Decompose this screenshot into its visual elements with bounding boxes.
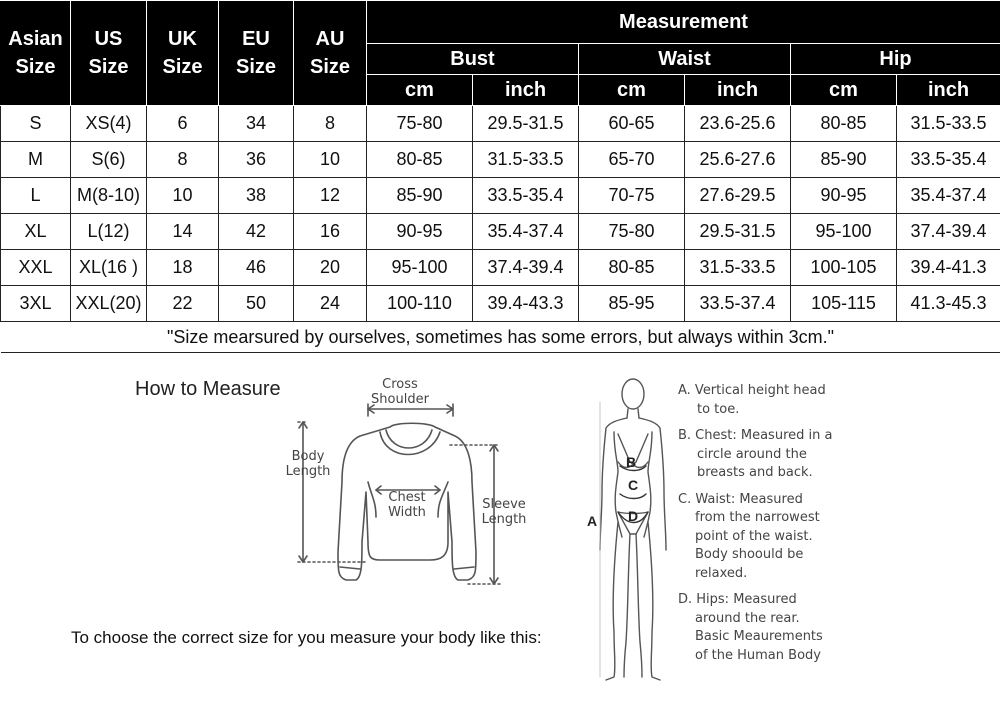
table-cell: XL: [1, 214, 71, 250]
table-cell: 85-90: [791, 142, 897, 178]
measurement-legend: [678, 382, 858, 673]
header-au-size: AU Size: [294, 1, 367, 106]
table-cell: XXL: [1, 250, 71, 286]
table-cell: 35.4-37.4: [897, 178, 1000, 214]
cross-shoulder-label: Cross Shoulder: [371, 377, 429, 407]
how-to-measure-title: How to Measure: [135, 378, 281, 400]
table-cell: 39.4-43.3: [473, 286, 579, 322]
body-length-label: Body Length: [285, 449, 331, 479]
table-cell: S(6): [71, 142, 147, 178]
table-cell: 33.5-37.4: [685, 286, 791, 322]
figure-label-d: D: [628, 508, 639, 524]
measurement-note: "Size mearsured by ourselves, sometimes has some errors, but always within 3cm.": [1, 322, 1000, 353]
table-cell: 29.5-31.5: [473, 106, 579, 142]
table-cell: 65-70: [579, 142, 685, 178]
table-cell: 20: [294, 250, 367, 286]
table-cell: 10: [147, 178, 219, 214]
table-cell: XS(4): [71, 106, 147, 142]
table-cell: 34: [219, 106, 294, 142]
table-cell: L: [1, 178, 71, 214]
table-cell: 29.5-31.5: [685, 214, 791, 250]
table-cell: 46: [219, 250, 294, 286]
table-cell: 16: [294, 214, 367, 250]
human-body-icon: [580, 372, 680, 692]
legend-item-hips: D. Hips: Measured around the rear. Basic Meaurements of the Human Body: [678, 592, 823, 663]
table-row: [1, 178, 1000, 214]
table-row: [1, 142, 1000, 178]
table-cell: 8: [147, 142, 219, 178]
table-cell: 33.5-35.4: [897, 142, 1000, 178]
table-cell: 75-80: [579, 214, 685, 250]
header-bust: Bust: [367, 44, 579, 75]
table-cell: XL(16 ): [71, 250, 147, 286]
table-cell: 95-100: [367, 250, 473, 286]
header-waist: Waist: [579, 44, 791, 75]
table-cell: 37.4-39.4: [473, 250, 579, 286]
table-cell: 33.5-35.4: [473, 178, 579, 214]
figure-label-a: A: [587, 513, 598, 529]
chest-width-label: Chest Width: [388, 490, 426, 520]
table-row: [1, 214, 1000, 250]
table-cell: 31.5-33.5: [685, 250, 791, 286]
header-unit-inch: inch: [897, 75, 1000, 106]
table-cell: 50: [219, 286, 294, 322]
table-cell: 37.4-39.4: [897, 214, 1000, 250]
header-unit-inch: inch: [685, 75, 791, 106]
header-unit-cm: cm: [367, 75, 473, 106]
table-cell: 35.4-37.4: [473, 214, 579, 250]
table-cell: 23.6-25.6: [685, 106, 791, 142]
legend-item-chest: B. Chest: Measured in a circle around the breasts and back.: [678, 428, 833, 480]
header-hip: Hip: [791, 44, 1000, 75]
choose-size-instruction: To choose the correct size for you measure your body like this:: [71, 628, 542, 647]
table-cell: 18: [147, 250, 219, 286]
header-us-size: US Size: [71, 1, 147, 106]
figure-label-c: C: [628, 477, 639, 493]
table-cell: L(12): [71, 214, 147, 250]
table-cell: 25.6-27.6: [685, 142, 791, 178]
table-cell: 80-85: [791, 106, 897, 142]
table-cell: S: [1, 106, 71, 142]
legend-item-height: A. Vertical height head to toe.: [678, 383, 826, 417]
table-cell: 41.3-45.3: [897, 286, 1000, 322]
table-cell: M(8-10): [71, 178, 147, 214]
table-cell: 80-85: [579, 250, 685, 286]
table-cell: 36: [219, 142, 294, 178]
sweater-sketch: [280, 372, 570, 592]
table-row: [1, 286, 1000, 322]
table-cell: 38: [219, 178, 294, 214]
header-measurement: Measurement: [367, 1, 1000, 44]
table-cell: 90-95: [367, 214, 473, 250]
legend-item-waist: C. Waist: Measured from the narrowest point of the waist. Body shoould be relaxed.: [678, 491, 820, 581]
table-cell: 31.5-33.5: [473, 142, 579, 178]
table-cell: 24: [294, 286, 367, 322]
header-unit-cm: cm: [791, 75, 897, 106]
table-cell: 27.6-29.5: [685, 178, 791, 214]
table-cell: 22: [147, 286, 219, 322]
size-table-body: [1, 106, 1000, 322]
table-cell: 6: [147, 106, 219, 142]
header-asian-size: Asian Size: [1, 1, 71, 106]
sleeve-length-label: Sleeve Length: [481, 497, 527, 527]
table-cell: 12: [294, 178, 367, 214]
table-cell: 14: [147, 214, 219, 250]
header-uk-size: UK Size: [147, 1, 219, 106]
table-row: [1, 106, 1000, 142]
table-cell: 100-110: [367, 286, 473, 322]
table-cell: 85-95: [579, 286, 685, 322]
table-cell: M: [1, 142, 71, 178]
table-row: [1, 250, 1000, 286]
header-unit-inch: inch: [473, 75, 579, 106]
header-unit-cm: cm: [579, 75, 685, 106]
figure-label-b: B: [626, 454, 637, 470]
table-cell: 95-100: [791, 214, 897, 250]
table-cell: 8: [294, 106, 367, 142]
human-body-figure: [580, 372, 680, 692]
table-cell: 10: [294, 142, 367, 178]
table-cell: 3XL: [1, 286, 71, 322]
table-cell: XXL(20): [71, 286, 147, 322]
table-cell: 105-115: [791, 286, 897, 322]
table-cell: 80-85: [367, 142, 473, 178]
table-cell: 70-75: [579, 178, 685, 214]
table-cell: 60-65: [579, 106, 685, 142]
header-eu-size: EU Size: [219, 1, 294, 106]
table-cell: 85-90: [367, 178, 473, 214]
table-cell: 42: [219, 214, 294, 250]
table-cell: 75-80: [367, 106, 473, 142]
table-cell: 90-95: [791, 178, 897, 214]
table-cell: 39.4-41.3: [897, 250, 1000, 286]
table-cell: 100-105: [791, 250, 897, 286]
table-cell: 31.5-33.5: [897, 106, 1000, 142]
